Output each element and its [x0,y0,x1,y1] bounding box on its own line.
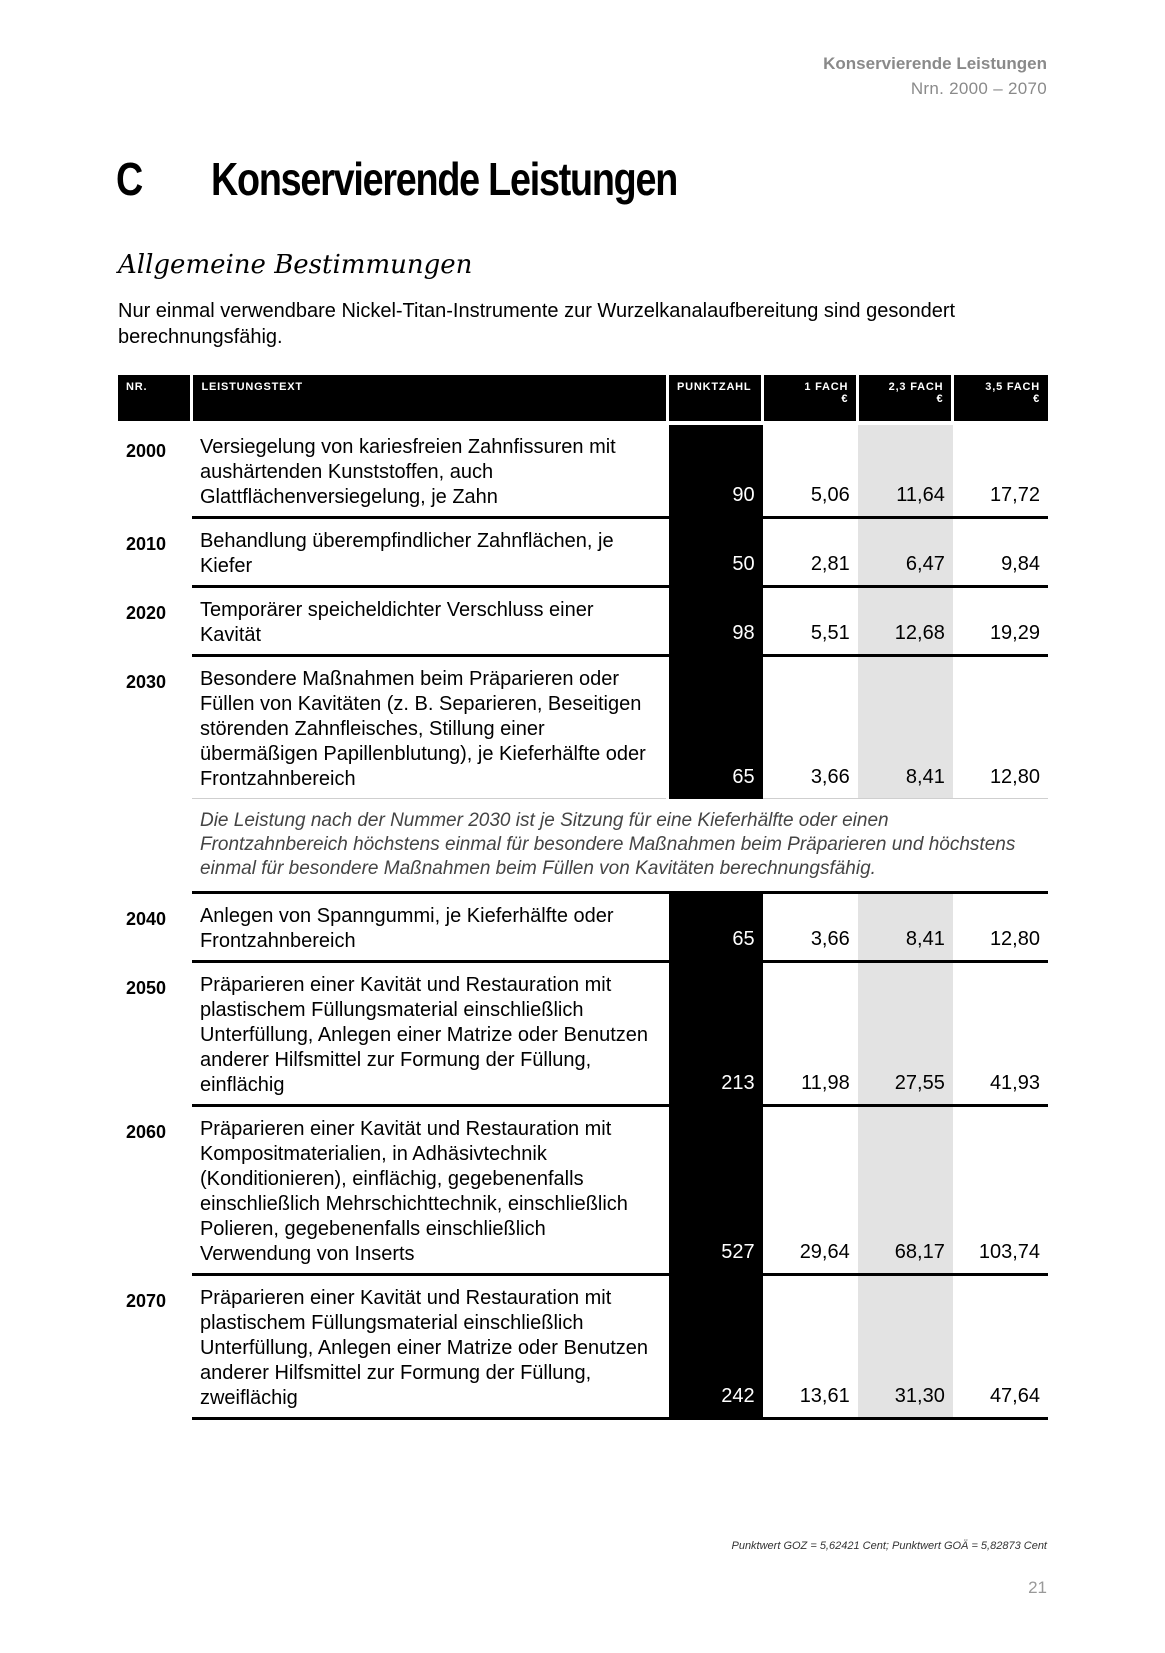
row-punktzahl: 98 [668,587,763,656]
row-punktzahl: 50 [668,518,763,587]
table-row [118,1275,1048,1419]
row-text: Behandlung überempfindlicher Zahnflächen, je Kiefer [192,518,668,587]
col-header-23fach-unit: € [936,393,944,405]
row-text: Präparieren einer Kavität und Restauration mit Kompositmaterialien, in Adhäsivtechnik (Konditionieren), einflächig, gegebenenfalls einschließlich Mehrschichttechnik, einschließlich Polieren, gegebenenfalls einschließlich Verwendung von Inserts [192,1106,668,1275]
row-35fach: 9,84 [953,518,1048,587]
row-text: Präparieren einer Kavität und Restauration mit plastischem Füllungsmaterial einschließlich Unterfüllung, Anlegen einer Matrize oder Benutzen anderer Hilfsmittel zur Formung der Füllung, zweiflächig [192,1275,668,1419]
col-header-1fach [763,375,858,421]
row-23fach: 27,55 [858,962,953,1106]
col-header-1fach-label: 1 FACH [804,381,849,393]
row-23fach: 8,41 [858,893,953,962]
table-row [118,1106,1048,1275]
chapter-title: Konservierende Leistungen [211,153,678,205]
row-punktzahl: 90 [668,425,763,518]
fee-table [118,375,1048,1420]
row-1fach: 5,06 [763,425,858,518]
running-header-subtitle: Nrn. 2000 – 2070 [910,79,1047,98]
row-1fach: 29,64 [763,1106,858,1275]
section-heading: Allgemeine Bestimmungen [118,250,473,280]
row-35fach: 17,72 [953,425,1048,518]
row-23fach: 68,17 [858,1106,953,1275]
row-35fach: 41,93 [953,962,1048,1106]
row-note: Die Leistung nach der Nummer 2030 ist je Sitzung für eine Kieferhälfte oder einen Frontzahnbereich höchstens einmal für besondere Maßnahmen beim Präparieren und höchstens einmal für besondere Maßnahmen beim Füllen von Kavitäten berechnungsfähig. [192,799,1048,893]
row-1fach: 3,66 [763,893,858,962]
row-number: 2060 [126,1121,167,1142]
running-header-title: Konservierende Leistungen [823,54,1047,73]
footnote: Punktwert GOZ = 5,62421 Cent; Punktwert GOÄ = 5,82873 Cent [731,1540,1047,1552]
section-text: Nur einmal verwendbare Nickel-Titan-Instrumente zur Wurzelkanalaufbereitung sind gesondert berechnungsfähig. [118,300,956,348]
row-23fach: 11,64 [858,425,953,518]
row-punktzahl: 65 [668,893,763,962]
row-punktzahl: 527 [668,1106,763,1275]
row-number: 2030 [126,671,167,692]
col-header-35fach-unit: € [1033,393,1040,405]
row-punktzahl: 65 [668,656,763,799]
table-row [118,425,1048,518]
row-23fach: 12,68 [858,587,953,656]
row-number: 2040 [126,908,167,929]
row-number: 2020 [126,602,167,623]
chapter-letter: C [116,153,143,205]
col-header-23fach-label: 2,3 FACH [888,381,944,393]
table-header-row [118,375,1048,421]
row-35fach: 12,80 [953,656,1048,799]
page-number: 21 [1028,1578,1047,1597]
table-note-row [118,799,1048,893]
running-header [823,54,1047,99]
col-header-text: LEISTUNGSTEXT [192,375,668,421]
row-35fach: 103,74 [953,1106,1048,1275]
row-text: Besondere Maßnahmen beim Präparieren oder Füllen von Kavitäten (z. B. Separieren, Beseitigen störenden Zahnfleisches, Stillung einer übermäßigen Papillenblutung), je Kieferhälfte oder Frontzahnbereich [192,656,668,799]
col-header-nr: NR. [118,375,192,421]
row-text: Temporärer speicheldichter Verschluss einer Kavität [192,587,668,656]
col-header-35fach [953,375,1048,421]
table-row [118,962,1048,1106]
row-number: 2070 [126,1290,167,1311]
table-row [118,656,1048,799]
row-35fach: 19,29 [953,587,1048,656]
table-row [118,893,1048,962]
row-text: Versiegelung von kariesfreien Zahnfissuren mit aushärtenden Kunststoffen, auch Glattflächenversiegelung, je Zahn [192,425,668,518]
row-23fach: 31,30 [858,1275,953,1419]
row-35fach: 12,80 [953,893,1048,962]
row-1fach: 5,51 [763,587,858,656]
row-text: Präparieren einer Kavität und Restauration mit plastischem Füllungsmaterial einschließlich Unterfüllung, Anlegen einer Matrize oder Benutzen anderer Hilfsmittel zur Formung der Füllung, einflächig [192,962,668,1106]
row-1fach: 2,81 [763,518,858,587]
row-punktzahl: 213 [668,962,763,1106]
row-35fach: 47,64 [953,1275,1048,1419]
row-1fach: 11,98 [763,962,858,1106]
note-spacer [118,799,192,893]
row-number: 2050 [126,977,167,998]
col-header-35fach-label: 3,5 FACH [985,381,1040,393]
row-23fach: 8,41 [858,656,953,799]
table-row [118,518,1048,587]
row-1fach: 13,61 [763,1275,858,1419]
table-row [118,587,1048,656]
col-header-23fach [858,375,953,421]
row-number: 2010 [126,533,167,554]
row-text: Anlegen von Spanngummi, je Kieferhälfte oder Frontzahnbereich [192,893,668,962]
row-punktzahl: 242 [668,1275,763,1419]
row-number: 2000 [126,441,167,461]
col-header-1fach-unit: € [841,393,849,405]
col-header-punktzahl: PUNKTZAHL [668,375,763,421]
row-23fach: 6,47 [858,518,953,587]
row-1fach: 3,66 [763,656,858,799]
